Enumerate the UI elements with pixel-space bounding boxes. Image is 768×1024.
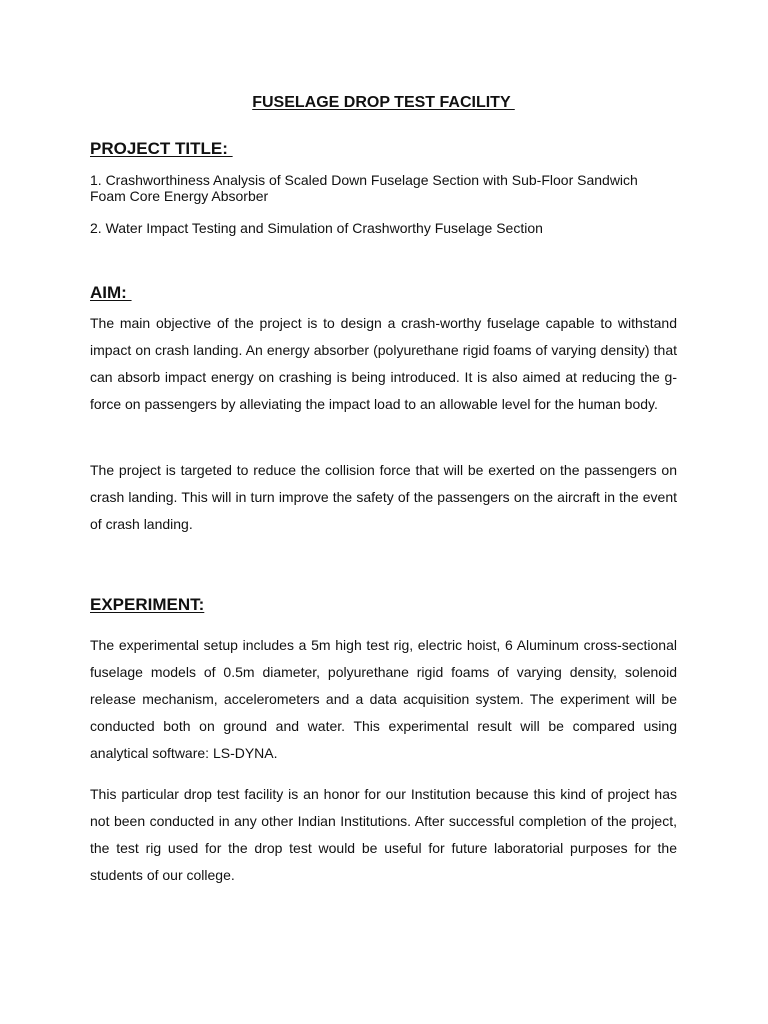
project-title-heading: PROJECT TITLE:	[90, 139, 233, 158]
document-title: FUSELAGE DROP TEST FACILITY	[252, 94, 515, 111]
aim-paragraph-1: The main objective of the project is to design a crash-worthy fuselage capable to withstand impact on crash landing. An energy absorber (polyurethane rigid foams of varying density) that can absorb impact energy on crashing is being introduced. It is also aimed at reducing the g-force on passengers by alleviating the impact load to an allowable level for the human body.	[90, 315, 677, 412]
aim-paragraph-2: The project is targeted to reduce the collision force that will be exerted on the passengers on crash landing. This will in turn improve the safety of the passengers on the aircraft in the event of crash landing.	[90, 462, 677, 532]
document-page	[90, 0, 677, 1024]
experiment-paragraph-2: This particular drop test facility is an honor for our Institution because this kind of project has not been conducted in any other Indian Institutions. After successful completion of the project, the test rig used for the drop test would be useful for future laboratorial purposes for the students of our college.	[90, 786, 677, 883]
aim-heading: AIM:	[90, 283, 132, 302]
project-title-item-2: 2. Water Impact Testing and Simulation of Crashworthy Fuselage Section	[90, 220, 543, 236]
experiment-heading: EXPERIMENT:	[90, 595, 205, 614]
experiment-paragraph-1: The experimental setup includes a 5m high test rig, electric hoist, 6 Aluminum cross-sectional fuselage models of 0.5m diameter, polyurethane rigid foams of varying density, solenoid release mechanism, accelerometers and a data acquisition system. The experiment will be conducted both on ground and water. This experimental result will be compared using analytical software: LS-DYNA.	[90, 637, 677, 761]
project-title-item-1: 1. Crashworthiness Analysis of Scaled Down Fuselage Section with Sub-Floor Sandwich Foam Core Energy Absorber	[90, 172, 638, 204]
